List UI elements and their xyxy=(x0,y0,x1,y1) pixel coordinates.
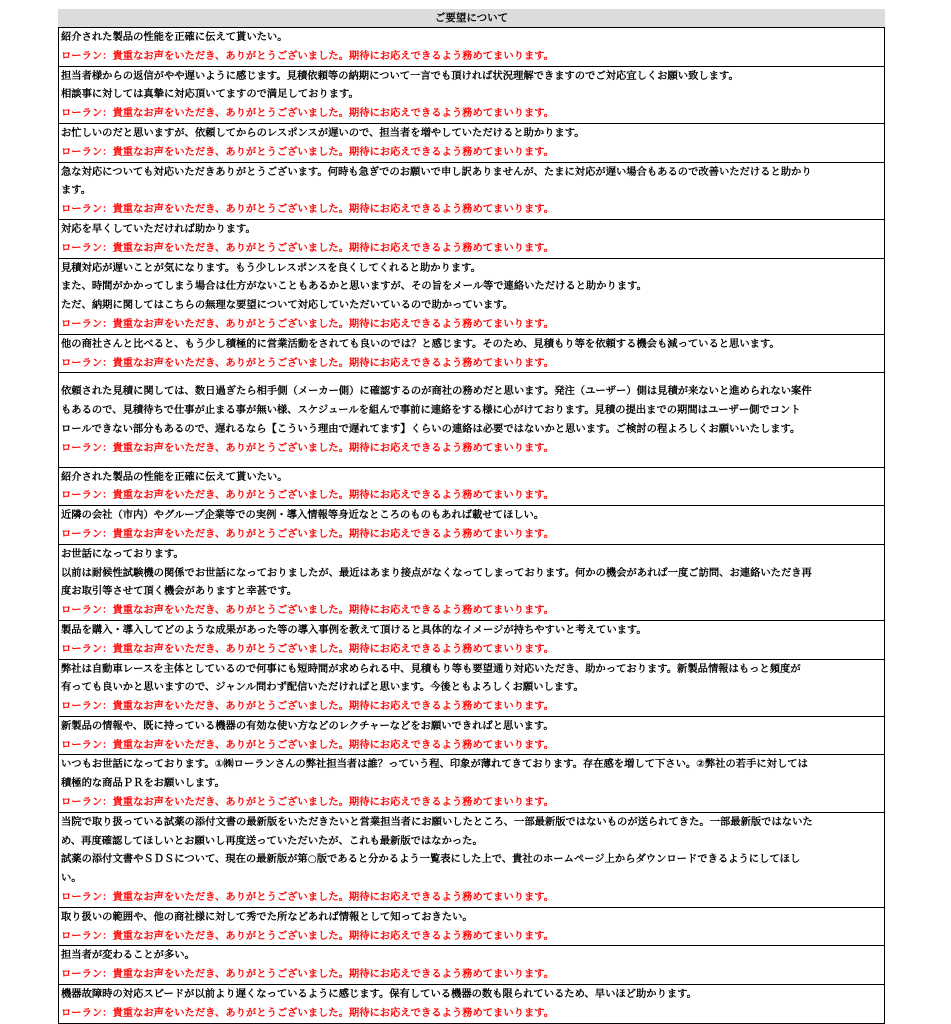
feedback-text-line: 当院で取り扱っている試薬の添付文書の最新版をいただきたいと営業担当者にお願いしたところ、一部最新版ではないものが送られてきた。一部最新版ではないた xyxy=(61,815,813,828)
feedback-text-line: 見積対応が遅いことが気になります。もう少しレスポンスを良くしてくれると助かります。 xyxy=(61,261,481,274)
feedback-text-line: また、時間がかかってしまう場合は仕方がないこともあるかと思いますが、その旨をメール等で連絡いただけると助かります。 xyxy=(61,280,647,293)
feedback-entry xyxy=(59,946,884,985)
feedback-text-line: お忙しいのだと思いますが、依頼してからのレスポンスが遅いので、担当者を増やしていただけると助かります。 xyxy=(61,126,585,139)
feedback-text-line: 度お取引等させて頂く機会がありますと幸甚です。 xyxy=(61,585,298,598)
feedback-text-line: もあるので、見積待ちで仕事が止まる事が無い様、スケジュールを組んで事前に連絡をする様に心がけております。見積の提出までの期間はユーザー側でコント xyxy=(61,404,801,417)
survey-sheet xyxy=(58,9,885,1024)
feedback-text-line: 機器故障時の対応スピードが以前より遅くなっているように感じます。保有している機器の数も限られているため、早いほど助かります。 xyxy=(61,988,697,1001)
feedback-text-line: 担当者が変わることが多い。 xyxy=(61,949,195,962)
feedback-entry xyxy=(59,621,884,660)
feedback-entry xyxy=(59,660,884,717)
company-reply-line: ローラン：貴重なお声をいただき、ありがとうございました。期待にお応えできるよう務めてまいります。 xyxy=(61,796,555,809)
company-reply-line: ローラン：貴重なお声をいただき、ありがとうございました。期待にお応えできるよう務めてまいります。 xyxy=(61,738,555,751)
feedback-entry xyxy=(59,985,884,1023)
feedback-entry xyxy=(59,506,884,545)
feedback-entry xyxy=(59,468,884,507)
company-reply-line: ローラン：貴重なお声をいただき、ありがとうございました。期待にお応えできるよう務めてまいります。 xyxy=(61,356,555,369)
feedback-entry xyxy=(59,755,884,812)
feedback-text-line: 相談事に対しては真摯に対応頂いてますので満足しております。 xyxy=(61,88,359,101)
feedback-entry xyxy=(59,163,884,220)
company-reply-line: ローラン：貴重なお声をいただき、ありがとうございました。期待にお応えできるよう務めてまいります。 xyxy=(61,642,555,655)
feedback-entry xyxy=(59,717,884,756)
feedback-text-line: 他の商社さんと比べると、もう少し積極的に営業活動をされても良いのでは？と感じます。そのため、見積もり等を依頼する機会も減っていると思います。 xyxy=(61,337,780,350)
feedback-text-line: ロールできない部分もあるので、遅れるなら【こういう理由で遅れてます】くらいの連絡は必要ではないかと思います。ご検討の程よろしくお願いいたします。 xyxy=(61,422,801,435)
company-reply-line: ローラン：貴重なお声をいただき、ありがとうございました。期待にお応えできるよう務めてまいります。 xyxy=(61,968,555,981)
feedback-text-line: 積極的な商品ＰＲをお願いします。 xyxy=(61,777,225,790)
feedback-text-line: 有っても良いかと思いますので、ジャンル問わず配信いただければと思います。今後ともよろしくお願いします。 xyxy=(61,681,584,694)
feedback-table xyxy=(58,28,885,1024)
company-reply-line: ローラン：貴重なお声をいただき、ありがとうございました。期待にお応えできるよう務めてまいります。 xyxy=(61,700,555,713)
feedback-text-line: 急な対応についても対応いただきありがとうございます。何時も急ぎでのお願いで申し訳ありませんが、たまに対応が遅い場合もあるので改善いただけると助かり xyxy=(61,165,812,178)
feedback-text-line: 対応を早くしていただければ助かります。 xyxy=(61,222,256,235)
feedback-text-line: 依頼された見積に関しては、数日過ぎたら相手側（メーカー側）に確認するのが商社の務めだと思います。発注（ユーザー）側は見積が来ないと進められない案件 xyxy=(61,385,812,398)
company-reply-line: ローラン：貴重なお声をいただき、ありがとうございました。期待にお応えできるよう務めてまいります。 xyxy=(61,441,555,454)
feedback-text-line: 以前は耐候性試験機の関係でお世話になっておりましたが、最近はあまり接点がなくなってしまっております。何かの機会があれば一度ご訪問、お連絡いただき再 xyxy=(61,566,812,579)
feedback-text-line: 試薬の添付文書やＳＤＳについて、現在の最新版が第○版であると分かるよう一覧表にした上で、貴社のホームページ上からダウンロードできるようにしてほし xyxy=(61,853,801,866)
company-reply-line: ローラン：貴重なお声をいただき、ありがとうございました。期待にお応えできるよう務めてまいります。 xyxy=(61,203,555,216)
company-reply-line: ローラン：貴重なお声をいただき、ありがとうございました。期待にお応えできるよう務めてまいります。 xyxy=(61,49,555,62)
company-reply-line: ローラン：貴重なお声をいただき、ありがとうございました。期待にお応えできるよう務めてまいります。 xyxy=(61,489,555,502)
company-reply-line: ローラン：貴重なお声をいただき、ありがとうございました。期待にお応えできるよう務めてまいります。 xyxy=(61,145,555,158)
feedback-entry xyxy=(59,67,884,124)
feedback-entry xyxy=(59,545,884,621)
feedback-entry xyxy=(59,28,884,67)
feedback-text-line: 紹介された製品の性能を正確に伝えて貰いたい。 xyxy=(61,470,288,483)
feedback-entry xyxy=(59,908,884,947)
feedback-entry xyxy=(59,124,884,163)
feedback-entry xyxy=(59,813,884,908)
feedback-text-line: ただ、納期に関してはこちらの無理な要望について対応していただいているので助かっています。 xyxy=(61,299,514,312)
feedback-text-line: 新製品の情報や、既に持っている機器の有効な使い方などのレクチャーなどをお願いできればと思います。 xyxy=(61,719,554,732)
company-reply-line: ローラン：貴重なお声をいただき、ありがとうございました。期待にお応えできるよう務めてまいります。 xyxy=(61,107,555,120)
company-reply-line: ローラン：貴重なお声をいただき、ありがとうございました。期待にお応えできるよう務めてまいります。 xyxy=(61,527,555,540)
feedback-text-line: 取り扱いの範囲や、他の商社様に対して秀でた所などあれば情報として知っておきたい。 xyxy=(61,910,473,923)
feedback-entry xyxy=(59,335,884,374)
feedback-text-line: 弊社は自動車レースを主体としているので何事にも短時間が求められる中、見積もり等も要望通り対応いただき、助かっております。新製品情報はもっと頻度が xyxy=(61,662,801,675)
feedback-text-line: お世話になっております。 xyxy=(61,547,184,560)
feedback-text-line: いつもお世話になっております。①㈱ローランさんの弊社担当者は誰？っていう程、印象が薄れてきております。存在感を増して下さい。②弊社の若手に対しては xyxy=(61,758,808,771)
feedback-text-line: め、再度確認してほしいとお願いし再度送っていただいたが、これも最新版ではなかった。 xyxy=(61,834,483,847)
feedback-entry xyxy=(59,259,884,335)
feedback-text-line: 近隣の会社（市内）やグループ企業等での実例・導入情報等身近なところのものもあれば載せてほしい。 xyxy=(61,509,545,522)
feedback-text-line: 製品を購入・導入してどのような成果があった等の導入事例を教えて頂けると具体的なイメージが持ちやすいと考えています。 xyxy=(61,623,647,636)
feedback-text-line: い。 xyxy=(61,872,82,885)
feedback-entry xyxy=(59,373,884,467)
feedback-text-line: 紹介された製品の性能を正確に伝えて貰いたい。 xyxy=(61,31,288,43)
feedback-entry xyxy=(59,220,884,259)
company-reply-line: ローラン：貴重なお声をいただき、ありがとうございました。期待にお応えできるよう務めてまいります。 xyxy=(61,317,555,330)
company-reply-line: ローラン：貴重なお声をいただき、ありがとうございました。期待にお応えできるよう務めてまいります。 xyxy=(61,1006,555,1019)
company-reply-line: ローラン：貴重なお声をいただき、ありがとうございました。期待にお応えできるよう務めてまいります。 xyxy=(61,929,555,942)
company-reply-line: ローラン：貴重なお声をいただき、ありがとうございました。期待にお応えできるよう務めてまいります。 xyxy=(61,241,555,254)
feedback-text-line: 担当者様からの返信がやや遅いように感じます。見積依頼等の納期について一言でも頂ければ状況理解できますのでご対応宜しくお願い致します。 xyxy=(61,69,739,82)
company-reply-line: ローラン：貴重なお声をいただき、ありがとうございました。期待にお応えできるよう務めてまいります。 xyxy=(61,604,555,617)
company-reply-line: ローラン：貴重なお声をいただき、ありがとうございました。期待にお応えできるよう務めてまいります。 xyxy=(61,891,555,904)
feedback-text-line: ます。 xyxy=(61,184,92,197)
section-header: ご要望について xyxy=(58,9,885,28)
